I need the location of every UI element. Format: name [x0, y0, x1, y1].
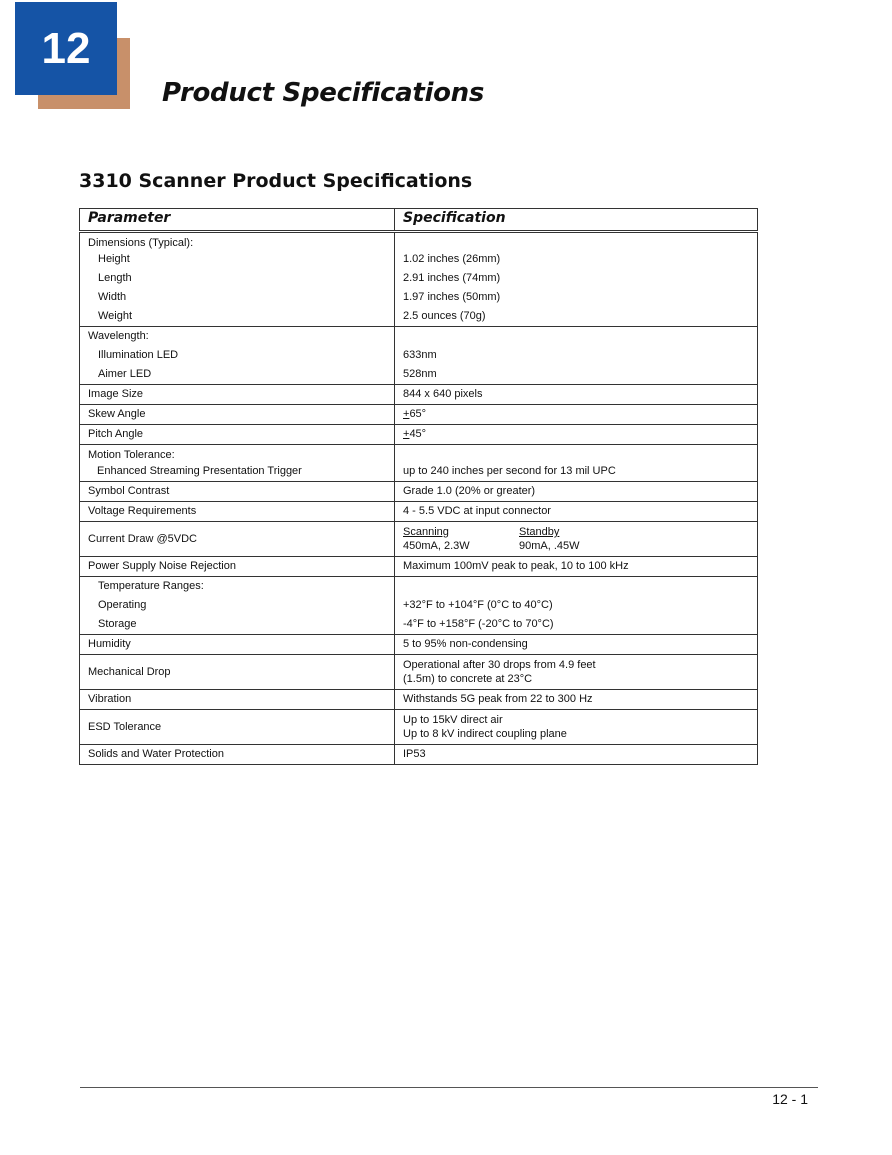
param-enhanced-streaming: Enhanced Streaming Presentation Trigger — [97, 465, 302, 477]
table-row — [80, 502, 758, 522]
section-title: 3310 Scanner Product Specifications — [79, 170, 473, 192]
param-esd: ESD Tolerance — [88, 720, 162, 733]
spec-esd-line2: Up to 8 kV indirect coupling plane — [403, 728, 567, 740]
spec-esd-line1: Up to 15kV direct air — [403, 714, 503, 726]
table-row — [80, 482, 758, 502]
table-row — [80, 557, 758, 577]
table-row — [80, 635, 758, 655]
spec-symbol-contrast: Grade 1.0 (20% or greater) — [403, 485, 536, 497]
table-row — [80, 655, 758, 690]
spec-mechanical-drop-line1: Operational after 30 drops from 4.9 feet — [403, 659, 596, 671]
page-number: 12 - 1 — [772, 1091, 808, 1107]
spec-table — [79, 208, 758, 765]
spec-motion-tolerance: up to 240 inches per second for 13 mil UPC — [403, 465, 616, 477]
table-row — [80, 385, 758, 405]
spec-width: 1.97 inches (50mm) — [403, 291, 501, 303]
table-row — [80, 690, 758, 710]
table-row — [80, 232, 758, 327]
param-weight: Weight — [98, 310, 133, 322]
plus-minus-sign: + — [403, 408, 410, 420]
dimensions-label: Dimensions (Typical): — [88, 237, 194, 249]
footer-rule — [80, 1087, 818, 1088]
header-parameter: Parameter — [80, 209, 395, 232]
param-noise-rejection: Power Supply Noise Rejection — [88, 560, 236, 572]
spec-humidity: 5 to 95% non-condensing — [403, 638, 528, 650]
param-skew-angle: Skew Angle — [88, 408, 146, 420]
spec-aimer-led: 528nm — [403, 368, 437, 380]
table-row — [80, 327, 758, 385]
spec-storage: -4°F to +158°F (-20°C to 70°C) — [403, 618, 554, 630]
chapter-number: 12 — [41, 24, 91, 73]
param-protection: Solids and Water Protection — [88, 748, 224, 760]
param-vibration: Vibration — [88, 693, 132, 705]
table-row — [80, 745, 758, 765]
spec-weight: 2.5 ounces (70g) — [403, 310, 486, 322]
param-voltage: Voltage Requirements — [88, 505, 197, 517]
motion-tolerance-label: Motion Tolerance: — [88, 449, 175, 461]
scanning-label: Scanning — [403, 526, 449, 538]
standby-label: Standby — [519, 526, 560, 538]
param-storage: Storage — [98, 618, 137, 630]
param-length: Length — [98, 272, 132, 284]
temperature-label: Temperature Ranges: — [98, 580, 204, 592]
param-image-size: Image Size — [88, 388, 144, 400]
param-height: Height — [98, 253, 130, 265]
spec-length: 2.91 inches (74mm) — [403, 272, 501, 284]
table-row — [80, 522, 758, 557]
spec-voltage: 4 - 5.5 VDC at input connector — [403, 505, 551, 517]
param-aimer-led: Aimer LED — [98, 368, 152, 380]
spec-pitch-angle: 45° — [409, 428, 427, 440]
spec-mechanical-drop-line2: (1.5m) to concrete at 23°C — [403, 673, 533, 685]
spec-protection: IP53 — [403, 748, 426, 760]
table-row — [80, 405, 758, 425]
chapter-tab — [15, 2, 117, 95]
spec-operating: +32°F to +104°F (0°C to 40°C) — [403, 599, 553, 611]
table-row — [80, 445, 758, 482]
spec-vibration: Withstands 5G peak from 22 to 300 Hz — [403, 693, 593, 705]
param-pitch-angle: Pitch Angle — [88, 428, 144, 440]
param-symbol-contrast: Symbol Contrast — [88, 485, 170, 497]
spec-image-size: 844 x 640 pixels — [403, 388, 483, 400]
param-mechanical-drop: Mechanical Drop — [88, 665, 171, 678]
table-row — [80, 425, 758, 445]
scanning-value: 450mA, 2.3W — [403, 540, 470, 552]
table-row — [80, 577, 758, 635]
param-current-draw: Current Draw @5VDC — [88, 532, 197, 545]
header-specification: Specification — [395, 209, 758, 232]
spec-noise-rejection: Maximum 100mV peak to peak, 10 to 100 kHz — [403, 560, 629, 572]
plus-minus-sign: + — [403, 428, 410, 440]
param-operating: Operating — [98, 599, 147, 611]
spec-illumination-led: 633nm — [403, 349, 437, 361]
standby-value: 90mA, .45W — [519, 540, 580, 552]
table-row — [80, 710, 758, 745]
spec-skew-angle: 65° — [409, 408, 427, 420]
param-width: Width — [98, 291, 127, 303]
page-title: Product Specifications — [162, 78, 485, 108]
param-illumination-led: Illumination LED — [98, 349, 179, 361]
spec-height: 1.02 inches (26mm) — [403, 253, 501, 265]
param-humidity: Humidity — [88, 638, 131, 650]
table-header-row — [80, 209, 758, 232]
wavelength-label: Wavelength: — [88, 330, 149, 342]
